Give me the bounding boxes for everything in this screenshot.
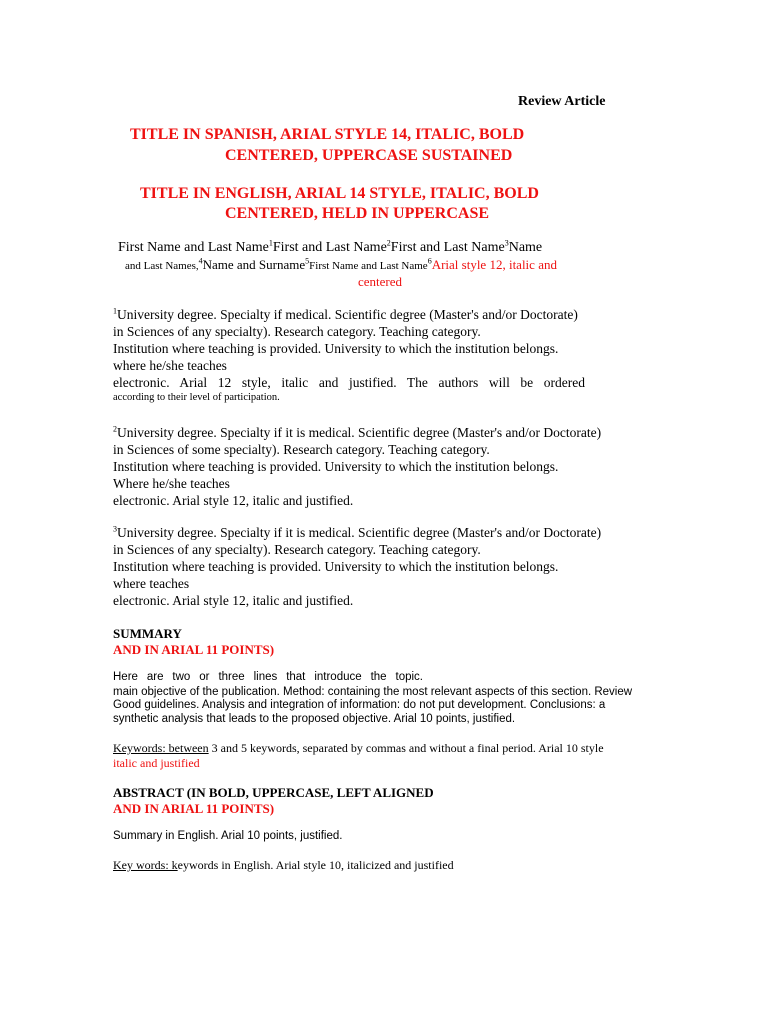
abstract-subheading: AND IN ARIAL 11 POINTS) <box>113 801 275 816</box>
affiliation-2-sup: 2 <box>113 424 117 434</box>
affiliation-1-line1 <box>113 307 578 323</box>
affiliation-2-line3: Institution where teaching is provided. University to which the institution belongs. <box>113 459 559 474</box>
affiliation-3-line4: where teaches <box>113 576 190 591</box>
author-6: First Name and Last Name <box>309 260 428 272</box>
affiliation-3-line2: in Sciences of any specialty). Research category. Teaching category. <box>113 542 481 557</box>
author-4-part1: Name <box>508 240 543 255</box>
summary-line1: Here are two or three lines that introduce the topic. <box>113 671 423 683</box>
summary-keywords-label: Keywords: between <box>113 741 209 755</box>
affiliation-1-sup: 1 <box>113 306 117 316</box>
author-4-sup: 4 <box>198 256 203 266</box>
author-1-sup: 1 <box>268 238 273 248</box>
author-2: First and Last Name <box>272 240 387 255</box>
author-2-sup: 2 <box>386 238 391 248</box>
abstract-keywords-text: eywords in English. Arial style 10, italicized and justified <box>177 858 454 872</box>
author-3: First and Last Name <box>390 240 505 255</box>
affiliation-1-line4: where he/she teaches <box>113 358 227 373</box>
summary-subheading: AND IN ARIAL 11 POINTS) <box>113 642 275 657</box>
summary-line4: synthetic analysis that leads to the proposed objective. Arial 10 points, justified. <box>113 713 516 725</box>
affiliation-2-line5: electronic. Arial style 12, italic and justified. <box>113 493 354 508</box>
summary-keywords-text: 3 and 5 keywords, separated by commas and without a final period. Arial 10 style <box>208 741 604 755</box>
article-type: Review Article <box>518 94 606 109</box>
title-english-line1: TITLE IN ENGLISH, ARIAL 14 STYLE, ITALIC, BOLD <box>140 185 539 202</box>
title-spanish-line2: CENTERED, UPPERCASE SUSTAINED <box>225 147 513 164</box>
author-5: Name and Surname <box>202 257 306 272</box>
affiliation-3-line1 <box>113 525 601 541</box>
author-line-2 <box>125 257 557 273</box>
affiliation-1-line2: in Sciences of any specialty). Research category. Teaching category. <box>113 324 481 339</box>
author-note-part1: Arial style 12, italic and <box>431 257 557 272</box>
affiliation-3-line5: electronic. Arial style 12, italic and justified. <box>113 593 354 608</box>
affiliation-1-line3: Institution where teaching is provided. University to which the institution belongs. <box>113 341 559 356</box>
author-6-sup: 6 <box>427 256 432 266</box>
title-spanish-line1: TITLE IN SPANISH, ARIAL STYLE 14, ITALIC, BOLD <box>130 126 525 143</box>
affiliation-3-sup: 3 <box>113 524 117 534</box>
author-line-1 <box>118 240 542 256</box>
author-4-part2: and Last Names, <box>125 260 199 272</box>
abstract-text: Summary in English. Arial 10 points, justified. <box>113 830 343 842</box>
summary-line3: Good guidelines. Analysis and integration of information: do not put development. Conclusions: a <box>113 699 606 711</box>
affiliation-3-line3: Institution where teaching is provided. University to which the institution belongs. <box>113 559 559 574</box>
affiliation-1-line6: according to their level of participation. <box>113 392 280 403</box>
affiliation-2-line4: Where he/she teaches <box>113 476 230 491</box>
affiliation-3-text1: University degree. Specialty if it is medical. Scientific degree (Master's and/or Doctorate) <box>117 525 602 540</box>
author-note-part2: centered <box>358 274 403 289</box>
affiliation-1-line5: electronic. Arial 12 style, italic and justified. The authors will be ordered <box>113 375 585 390</box>
summary-keywords-line2: italic and justified <box>113 756 200 770</box>
abstract-keywords-label: Key words: k <box>113 858 178 872</box>
affiliation-2-line2: in Sciences of some specialty). Research category. Teaching category. <box>113 442 490 457</box>
affiliation-2-line1 <box>113 425 601 441</box>
title-english-line2: CENTERED, HELD IN UPPERCASE <box>225 205 490 222</box>
affiliation-1-text1: University degree. Specialty if medical. Scientific degree (Master's and/or Doctorate) <box>117 307 578 322</box>
author-3-sup: 3 <box>504 238 509 248</box>
summary-line2: main objective of the publication. Method: containing the most relevant aspects of this section. Review <box>113 686 633 698</box>
author-1: First Name and Last Name <box>118 240 269 255</box>
abstract-heading: ABSTRACT (IN BOLD, UPPERCASE, LEFT ALIGNED <box>113 785 434 800</box>
summary-heading: SUMMARY <box>113 626 182 641</box>
author-5-sup: 5 <box>305 256 310 266</box>
abstract-keywords <box>113 858 454 873</box>
summary-keywords <box>113 741 604 756</box>
affiliation-2-text1: University degree. Specialty if it is medical. Scientific degree (Master's and/or Doctorate) <box>117 425 602 440</box>
